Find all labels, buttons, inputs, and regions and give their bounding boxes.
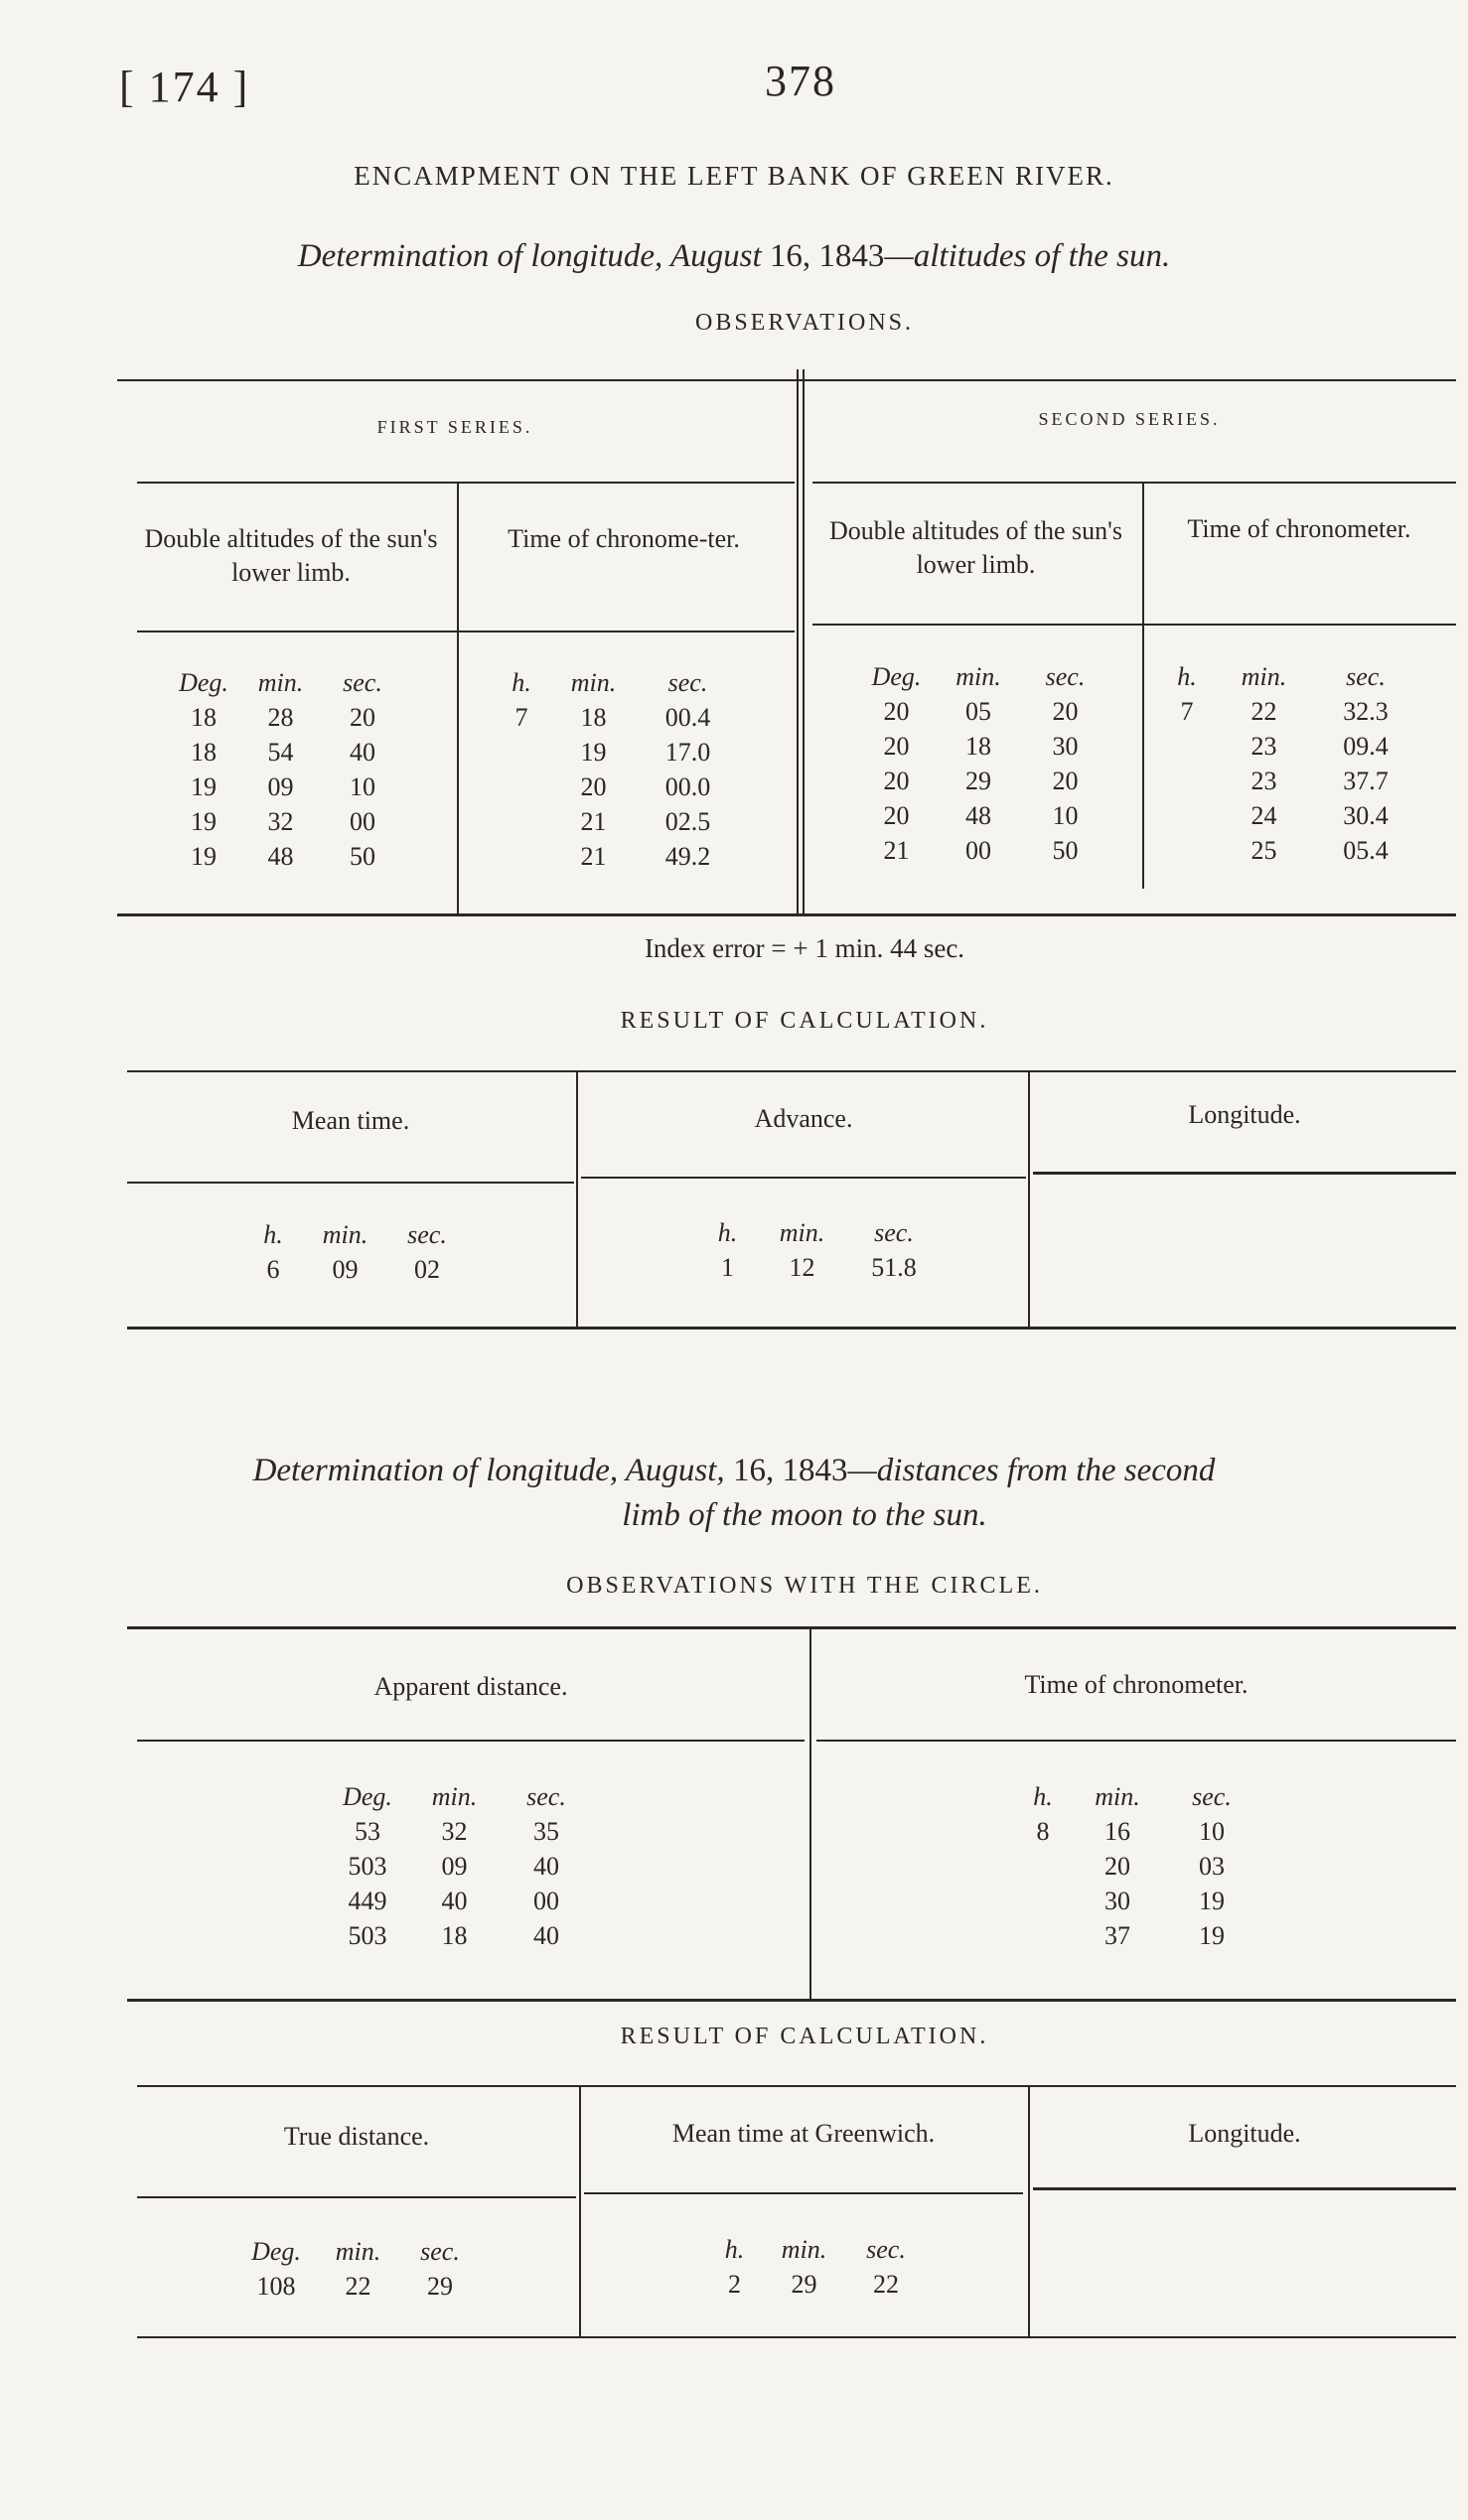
mean-time-values: h. min. sec. 6 09 02: [243, 1217, 467, 1287]
col-time-chronometer-second: Time of chronometer.: [1187, 514, 1411, 543]
table-row: 7 18 00.4: [514, 702, 711, 732]
table-row: 19 48 50: [191, 841, 375, 871]
result1-col-advance: Advance.: [754, 1104, 853, 1133]
col-double-altitudes-second: Double altitudes of the sun's lower limb.: [829, 516, 1122, 579]
table-row: 30 19: [1104, 1886, 1225, 1915]
table-row: 23 09.4: [1250, 731, 1389, 761]
running-title: ENCAMPMENT ON THE LEFT BANK OF GREEN RIVER.: [354, 161, 1114, 191]
table-row: 21 00 50: [883, 835, 1079, 865]
table-row: 24 30.4: [1250, 800, 1389, 830]
table-row: 20 18 30: [883, 731, 1079, 761]
folio-left: [ 174 ]: [119, 63, 250, 111]
table-row: 21 49.2: [580, 841, 711, 871]
table-row: 23 37.7: [1250, 766, 1389, 795]
table-row: 25 05.4: [1250, 835, 1389, 865]
table-row: 8 16 10: [1036, 1816, 1225, 1846]
second-series-times: h. min. sec. 7 22 32.3 23 09.4 23 37.7 24 30.4 25 05.4: [1162, 659, 1415, 868]
table-row: 7 22 32.3: [1180, 696, 1389, 726]
first-series-heading: FIRST SERIES.: [376, 417, 533, 437]
first-series-altitudes: Deg. min. sec. 18 28 20 18 54 40 19 09 10 19 32 00 19 48 50: [169, 665, 402, 874]
result2-col-true-distance: True distance.: [283, 2122, 430, 2151]
result1-col-mean-time: Mean time.: [291, 1106, 410, 1135]
table-row: 20 48 10: [883, 800, 1079, 830]
observations-heading: OBSERVATIONS.: [694, 310, 914, 336]
table-row: 20 03: [1104, 1851, 1225, 1881]
folio-right: 378: [765, 57, 836, 105]
table-row: 18 54 40: [191, 737, 375, 767]
table-row: 449 40 00: [348, 1886, 559, 1915]
observations-circle-heading: OBSERVATIONS WITH THE CIRCLE.: [566, 1573, 1043, 1599]
table-row: 19 32 00: [191, 806, 375, 836]
table-row: 20 05 20: [883, 696, 1079, 726]
table-row: 37 19: [1104, 1920, 1225, 1950]
result1-col-longitude: Longitude.: [1188, 1100, 1301, 1129]
index-error: Index error = + 1 min. 44 sec.: [644, 933, 965, 963]
col-time-chronometer: Time of chronometer.: [1024, 1670, 1248, 1699]
table-row: 503 09 40: [348, 1851, 559, 1881]
table-row: 2 29 22: [728, 2269, 899, 2299]
result2-col-longitude: Longitude.: [1188, 2119, 1301, 2148]
section1-title: Determination of longitude, August 16, 1843—altitudes of the sun.: [297, 238, 1171, 274]
table-row: 19 17.0: [580, 737, 711, 767]
second-series-altitudes: Deg. min. sec. 20 05 20 20 18 30 20 29 20 20 48 10 21 00 50: [859, 659, 1107, 868]
result-heading-1: RESULT OF CALCULATION.: [620, 1008, 989, 1034]
result-heading-2: RESULT OF CALCULATION.: [620, 2024, 989, 2049]
table-row: 21 02.5: [580, 806, 711, 836]
col-time-chronometer-first: Time of chronome-ter.: [508, 524, 740, 553]
table-row: 20 29 20: [883, 766, 1079, 795]
first-series-times: h. min. sec. 7 18 00.4 19 17.0 20 00.0 21 02.5 21 49.2: [497, 665, 735, 874]
table-row: 6 09 02: [266, 1254, 440, 1284]
advance-values: h. min. sec. 1 12 51.8: [700, 1215, 939, 1285]
circle-chronometer-times: h. min. sec. 8 16 10 20 03 30 19 37 19: [1018, 1779, 1256, 1953]
col-apparent-distance: Apparent distance.: [373, 1672, 568, 1701]
table-row: 20 00.0: [580, 771, 711, 801]
table-row: 503 18 40: [348, 1920, 559, 1950]
result2-col-mean-time-greenwich: Mean time at Greenwich.: [671, 2119, 936, 2148]
table-row: 19 09 10: [191, 771, 375, 801]
table-row: 108 22 29: [256, 2271, 453, 2301]
table-row: 18 28 20: [191, 702, 375, 732]
apparent-distances: Deg. min. sec. 53 32 35 503 09 40 449 40 00 503 18 40: [328, 1779, 591, 1953]
section2-title-line2: limb of the moon to the sun.: [622, 1497, 987, 1533]
true-distance-values: Deg. min. sec. 108 22 29: [236, 2234, 480, 2304]
second-series-heading: SECOND SERIES.: [1038, 409, 1221, 429]
section2-title: Determination of longitude, August, 16, 1843—distances from the second: [252, 1453, 1216, 1488]
table-row: 1 12 51.8: [721, 1252, 917, 1282]
table-row: 53 32 35: [355, 1816, 559, 1846]
mean-time-greenwich-values: h. min. sec. 2 29 22: [707, 2232, 926, 2302]
col-double-altitudes-first: Double altitudes of the sun's lower limb.: [144, 524, 438, 587]
